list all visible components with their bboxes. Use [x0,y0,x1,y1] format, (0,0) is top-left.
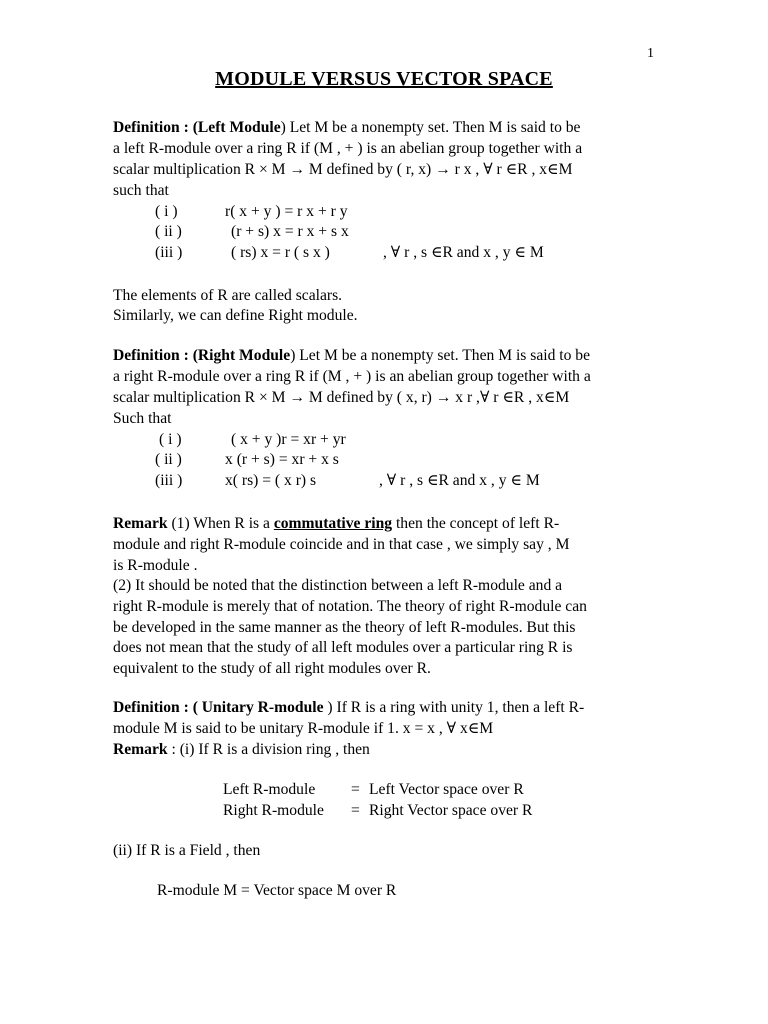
item-formula: (r + s) x = r x + s x [231,223,349,240]
def-right-line-3: scalar multiplication R × M → M defined by ( x, r) → x r ,∀ r ∈R , x∈M [113,389,570,406]
item-quantifier: , ∀ r , s ∈R and x , y ∈ M [383,244,544,261]
page-number: 1 [647,46,654,61]
equivalence-right-term: Left Vector space over R [369,781,524,798]
item-number: ( i ) [155,203,178,220]
item-formula: r( x + y ) = r x + r y [225,203,348,220]
item-formula: ( rs) x = r ( s x ) [231,244,330,261]
remark-3-line-1 [113,740,370,760]
equivalence-left-term: Right R-module [223,802,324,819]
remark-1-line-1 [113,514,559,534]
remark-label: Remark [113,741,168,758]
item-number: ( ii ) [155,451,182,468]
def-unitary-text: ) If R is a ring with unity 1, then a left R- [323,699,585,716]
definition-label: Definition : [113,347,193,364]
left-module-term: Left Module [197,119,281,136]
field-equation: R-module M = Vector space M over R [157,882,397,899]
remark-2-line-4: does not mean that the study of all left modules over a particular ring R is [113,639,573,656]
remark-3-text: : (i) If R is a division ring , then [167,741,370,758]
definition-paren: ( [192,347,198,364]
remark-label: Remark [113,515,168,532]
def-right-item-1 [113,430,346,450]
def-right-item-3 [113,471,540,491]
item-number: (iii ) [155,244,183,261]
def-right-item-2 [113,450,339,470]
item-number: (iii ) [155,472,183,489]
commutative-ring-term: commutative ring [273,515,393,532]
similarly-line: Similarly, we can define Right module. [113,307,358,324]
def-right-line-2: a right R-module over a ring R if (M , + ) is an abelian group together with a [113,368,591,385]
definition-paren: ( [192,119,198,136]
def-left-item-2 [113,222,349,242]
equivalence-sign: = [351,802,360,819]
def-unitary-line-2: module M is said to be unitary R-module if 1. x = x , ∀ x∈M [113,720,494,737]
def-unitary-line-1 [113,698,584,718]
item-formula: x( rs) = ( x r) s [225,472,317,489]
remark-1-line-3: is R-module . [113,557,198,574]
definition-label: Definition : [113,699,193,716]
unitary-module-term: Unitary R-module [201,699,324,716]
equivalence-right-term: Right Vector space over R [369,802,533,819]
remark-1-line-2: module and right R-module coincide and in that case , we simply say , M [113,536,570,553]
def-left-item-3 [113,243,544,263]
def-left-text: ) Let M be a nonempty set. Then M is said to be [280,119,581,136]
page-title: MODULE VERSUS VECTOR SPACE [215,68,553,90]
def-left-line-2: a left R-module over a ring R if (M , + ) is an abelian group together with a [113,140,583,157]
def-left-line-1 [113,118,580,138]
def-left-item-1 [113,202,348,222]
def-left-line-4: such that [113,182,169,199]
right-module-term: Right Module [197,347,291,364]
remark-2-line-5: equivalent to the study of all right modules over R. [113,660,431,677]
scalars-line: The elements of R are called scalars. [113,287,343,304]
remark-2-line-2: right R-module is merely that of notation. The theory of right R-module can [113,598,587,615]
def-right-text: ) Let M be a nonempty set. Then M is said to be [290,347,591,364]
field-line: (ii) If R is a Field , then [113,842,261,859]
def-right-line-4: Such that [113,410,172,427]
definition-label: Definition : [113,119,193,136]
def-left-line-3: scalar multiplication R × M → M defined by ( r, x) → r x , ∀ r ∈R , x∈M [113,161,573,178]
item-number: ( ii ) [155,223,182,240]
item-formula: x (r + s) = xr + x s [225,451,339,468]
item-quantifier: , ∀ r , s ∈R and x , y ∈ M [379,472,540,489]
equivalence-sign: = [351,781,360,798]
remark-2-line-1: (2) It should be noted that the distinction between a left R-module and a [113,577,563,594]
item-number: ( i ) [159,431,182,448]
remark-2-line-3: be developed in the same manner as the theory of left R-modules. But this [113,619,576,636]
item-formula: ( x + y )r = xr + yr [231,431,346,448]
equivalence-left-term: Left R-module [223,781,316,798]
remark-1-text-a: (1) When R is a [167,515,274,532]
def-right-line-1 [113,346,590,366]
definition-paren: ( [192,699,202,716]
remark-1-text-b: then the concept of left R- [392,515,560,532]
